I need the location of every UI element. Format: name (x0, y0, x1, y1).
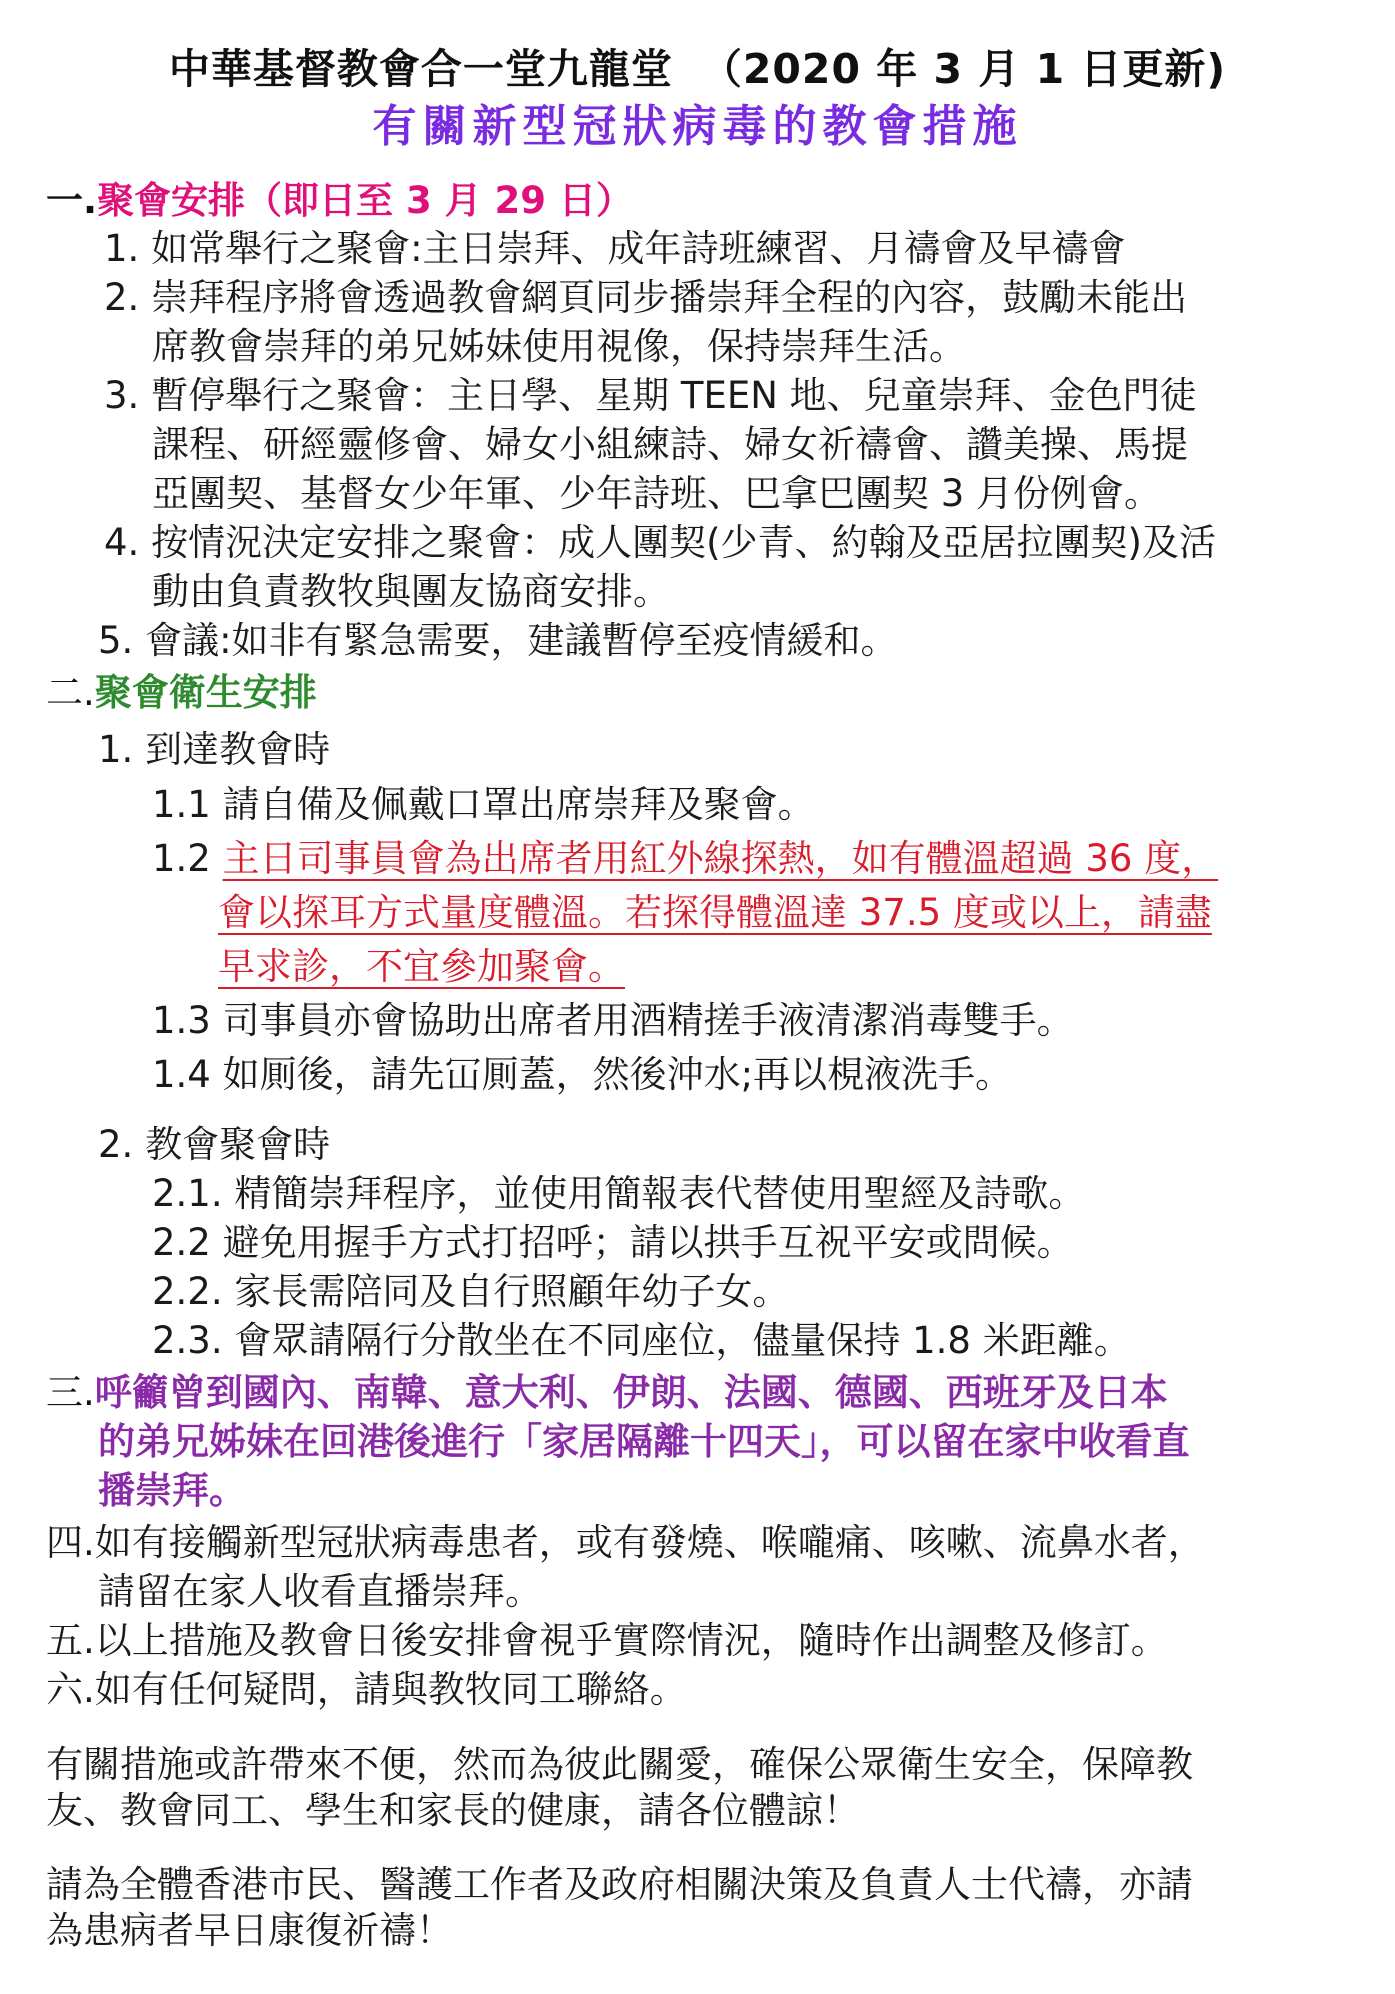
section-3 (46, 1368, 1168, 1417)
sub-title: 教會聚會時 (145, 1123, 331, 1166)
item-text: 避免用握手方式打招呼；請以拱手互祝平安或問候。 (222, 1221, 1074, 1264)
item-text: 按情況決定安排之聚會：成人團契(少青、約翰及亞居拉團契)及活 (151, 521, 1216, 564)
sub-title: 到達教會時 (145, 728, 331, 771)
item-text: 家長需陪同及自行照顧年幼子女。 (234, 1270, 790, 1313)
section-1-number: 一. (46, 179, 98, 222)
section-6 (46, 1665, 687, 1714)
section-3-cont-1: 的弟兄姊妹在回港後進行「家居隔離十四天」，可以留在家中收看直 (98, 1420, 1190, 1463)
item-number: 1.1 (152, 783, 211, 826)
s2-item-1-2-cont-1: 會以探耳方式量度體溫。若探得體溫達 37.5 度或以上，請盡 (218, 891, 1212, 934)
section-6-number: 六. (46, 1668, 95, 1711)
section-3-number: 三. (46, 1371, 95, 1414)
closing-paragraph-1-line-1: 有關措施或許帶來不便，然而為彼此關愛，確保公眾衛生安全，保障教 (46, 1743, 1193, 1786)
section-3-cont-2: 播崇拜。 (98, 1469, 246, 1512)
item-text: 會眾請隔行分散坐在不同座位，儘量保持 1.8 米距離。 (234, 1319, 1131, 1362)
s1-item-3-cont-1: 課程、研經靈修會、婦女小組練詩、婦女祈禱會、讚美操、馬提 (152, 423, 1188, 466)
item-number: 2.2 (152, 1221, 211, 1264)
church-name: 中華基督教會合一堂九龍堂 (168, 45, 673, 93)
s2-item-1-2-cont-2: 早求診，不宜參加聚會。 (218, 945, 625, 988)
s2-item-2-2 (152, 1218, 1074, 1267)
s1-item-4 (104, 518, 1216, 567)
section-4-number: 四. (46, 1521, 95, 1564)
section-2-heading (46, 668, 317, 717)
document-subtitle: 有關新型冠狀病毒的教會措施 (372, 101, 1023, 152)
item-number: 1. (104, 227, 140, 270)
item-number: 3. (104, 374, 140, 417)
section-2-title: 聚會衛生安排 (94, 671, 317, 714)
section-4-cont: 請留在家人收看直播崇拜。 (98, 1570, 542, 1613)
item-number: 1.3 (152, 999, 211, 1042)
sub-number: 1. (98, 728, 134, 771)
section-5-text: 以上措施及教會日後安排會視乎實際情況，隨時作出調整及修訂。 (94, 1619, 1168, 1662)
s2-item-1-4 (152, 1050, 1012, 1099)
s1-item-5 (98, 616, 898, 665)
s1-item-1 (104, 224, 1126, 273)
item-number: 1.2 (152, 837, 211, 880)
section-5 (46, 1616, 1168, 1665)
item-number: 4. (104, 521, 140, 564)
s1-item-3 (104, 371, 1197, 420)
item-number: 5. (98, 619, 134, 662)
sub-number: 2. (98, 1123, 134, 1166)
s2-item-2-1 (152, 1169, 1085, 1218)
section-1-heading (46, 176, 633, 225)
section-2-number: 二. (46, 671, 95, 714)
s2-item-2-3 (152, 1316, 1131, 1365)
item-text: 主日司事員會為出席者用紅外線探熱，如有體溫超過 36 度， (222, 837, 1219, 880)
section-6-text: 如有任何疑問，請與教牧同工聯絡。 (94, 1668, 687, 1711)
s2-item-1-3 (152, 996, 1074, 1045)
s1-item-2-cont: 席教會崇拜的弟兄姊妹使用視像，保持崇拜生活。 (152, 325, 966, 368)
s1-item-2 (104, 273, 1187, 322)
s1-item-4-cont: 動由負責教牧與團友協商安排。 (152, 570, 670, 613)
section-3-text: 呼籲曾到國內、南韓、意大利、伊朗、法國、德國、西班牙及日本 (94, 1371, 1168, 1414)
item-number: 2.1. (152, 1172, 223, 1215)
closing-paragraph-1-line-2: 友、教會同工、學生和家長的健康，請各位體諒！ (46, 1789, 860, 1832)
item-text: 崇拜程序將會透過教會網頁同步播崇拜全程的內容，鼓勵未能出 (151, 276, 1188, 319)
item-number: 1.4 (152, 1053, 211, 1096)
update-date: （2020 年 3 月 1 日更新) (700, 45, 1227, 93)
section-1-title: 聚會安排（即日至 3 月 29 日） (97, 179, 633, 222)
document-title (0, 36, 1395, 95)
item-number: 2.2. (152, 1270, 223, 1313)
closing-paragraph-2-line-2: 為患病者早日康復祈禱！ (46, 1909, 453, 1952)
item-number: 2. (104, 276, 140, 319)
s1-item-3-cont-2: 亞團契、基督女少年軍、少年詩班、巴拿巴團契 3 月份例會。 (152, 472, 1162, 515)
item-text: 暫停舉行之聚會：主日學、星期 TEEN 地、兒童崇拜、金色門徒 (151, 374, 1197, 417)
section-4 (46, 1518, 1205, 1567)
item-text: 會議:如非有緊急需要，建議暫停至疫情緩和。 (145, 619, 898, 662)
section-4-text: 如有接觸新型冠狀病毒患者，或有發燒、喉嚨痛、咳嗽、流鼻水者， (94, 1521, 1205, 1564)
section-5-number: 五. (46, 1619, 95, 1662)
item-text: 司事員亦會協助出席者用酒精搓手液清潔消毒雙手。 (222, 999, 1074, 1042)
item-number: 2.3. (152, 1319, 223, 1362)
item-text: 精簡崇拜程序，並使用簡報表代替使用聖經及詩歌。 (234, 1172, 1086, 1215)
s2-item-2-2b (152, 1267, 789, 1316)
s2-item-1-2 (152, 834, 1218, 883)
closing-paragraph-2-line-1: 請為全體香港市民、醫護工作者及政府相關決策及負責人士代禱，亦請 (46, 1863, 1193, 1906)
s2-sub2-heading (98, 1120, 330, 1169)
s2-sub1-heading (98, 725, 330, 774)
s2-item-1-1 (152, 780, 815, 829)
item-text: 如常舉行之聚會:主日崇拜、成年詩班練習、月禱會及早禱會 (151, 227, 1126, 270)
item-text: 如厠後，請先冚厠蓋，然後沖水;再以梘液洗手。 (222, 1053, 1013, 1096)
item-text: 請自備及佩戴口罩出席崇拜及聚會。 (222, 783, 815, 826)
